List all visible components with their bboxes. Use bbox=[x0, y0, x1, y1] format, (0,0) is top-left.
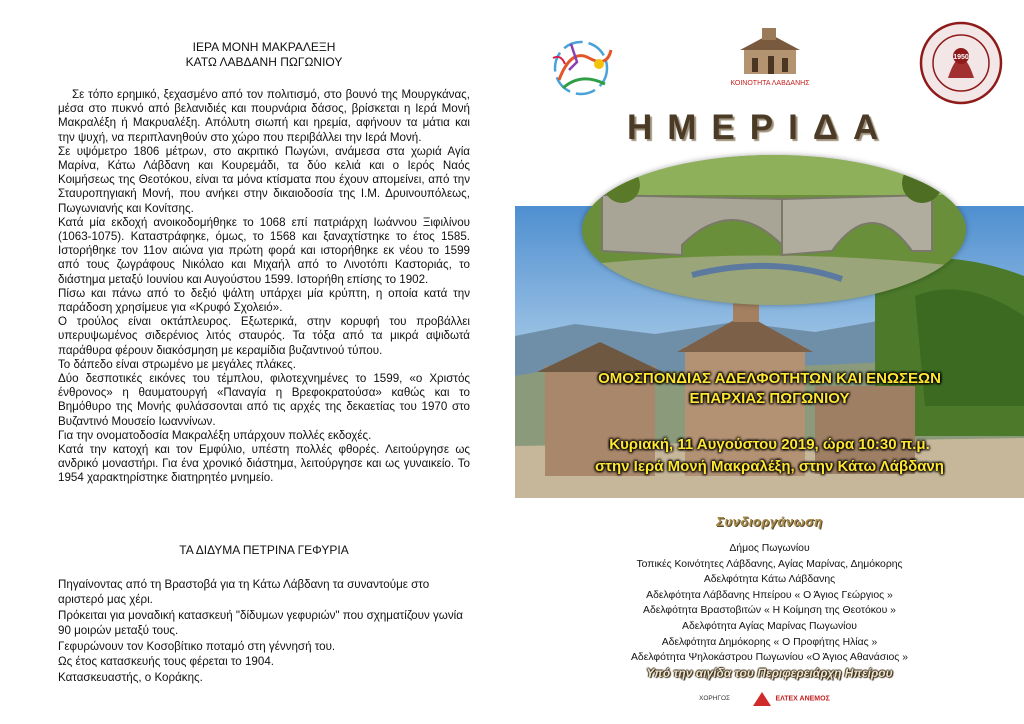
bridges-paragraph: Πηγαίνοντας από τη Βραστοβά για τη Κάτω Λάβδανη τα συναντούμε στο αριστερό μας χέρι. bbox=[58, 577, 430, 606]
federation-logo-art bbox=[553, 42, 611, 94]
event-place: στην Ιερά Μονή Μακραλέξη, στην Κάτω Λάβδανη bbox=[595, 458, 944, 475]
article-paragraph: Σε τόπο ερημικό, ξεχασμένο από τον πολιτισμό, στο βουνό της Μουργκάνας, μέσα στο πυκνό από βελανιδιές και πουρνάρια δάσος, βρίσκεται η Ιερά Μονή Μακραλέξη ή Μακρυαλέξη. Απόλυτη σιωπή και ηρεμία, αφήνουν τα μάτια και την ψυχή, να περιπλανηθούν στο χώρο που περιβάλλει την Ιερά Μονή. bbox=[58, 88, 470, 144]
bridges-paragraph: Πρόκειται για μοναδική κατασκευή "δίδυμων γεφυριών" που σχηματίζουν γωνία 90 μοιρών μεταξύ τους. bbox=[58, 608, 463, 637]
coorganizer-item: Αδελφότητα Λάβδανης Ηπείρου « Ο Άγιος Γεώργιος » bbox=[646, 589, 893, 601]
bridges-heading: ΤΑ ΔΙΔΥΜΑ ΠΕΤΡΙΝΑ ΓΕΦΥΡΙΑ bbox=[179, 543, 349, 557]
coorganizer-item: Αδελφότητα Ψηλοκάστρου Πωγωνίου «Ο Άγιος Αθανάσιος » bbox=[631, 652, 908, 664]
organizer-line1: ΟΜΟΣΠΟΝΔΙΑΣ ΑΔΕΛΦΟΤΗΤΩΝ ΚΑΙ ΕΝΩΣΕΩΝ bbox=[598, 370, 941, 387]
organizer-line2: ΕΠΑΡΧΙΑΣ ΠΩΓΩΝΙΟΥ bbox=[689, 390, 850, 407]
bridges-paragraph: Κατασκευαστής, ο Κοράκης. bbox=[58, 670, 203, 684]
article-paragraph: Για την ονοματοδοσία Μακραλέξη υπάρχουν πολλές εκδοχές. bbox=[58, 428, 372, 442]
article-paragraph: Το δάπεδο είναι στρωμένο με μεγάλες πλάκες. bbox=[58, 357, 296, 371]
event-date: Κυριακή, 11 Αυγούστου 2019, ώρα 10:30 π.μ. bbox=[609, 436, 930, 453]
bridges-paragraph: Γεφυρώνουν τον Κοσοβίτικο ποταμό στη γέννησή του. bbox=[58, 639, 336, 653]
article-heading-line1: ΙΕΡΑ ΜΟΝΗ ΜΑΚΡΑΛΕΞΗ bbox=[192, 40, 336, 54]
coorganizer-item: Αδελφότητα Κάτω Λάβδανης bbox=[703, 574, 836, 586]
bridges-paragraph: Ως έτος κατασκευής τους φέρεται το 1904. bbox=[58, 655, 274, 668]
federation-logo bbox=[541, 28, 629, 106]
article-heading bbox=[58, 40, 470, 70]
article-heading-line2: ΚΑΤΩ ΛΑΒΔΑΝΗ ΠΩΓΩΝΙΟΥ bbox=[185, 55, 343, 69]
patronage-line: Υπό την αιγίδα του Περιφερειάρχη Ηπείρου bbox=[646, 666, 893, 680]
article-paragraph: Ο τρούλος είναι οκτάπλευρος. Εξωτερικά, στην κορυφή του προβάλλει υπερυψωμένος σιδερένιος λιτός σταυρός. Τα τόξα από τα μικρά αψιδωτά παράθυρα φέρουν διακόσμηση με κεραμίδια βυζαντινού τύπου. bbox=[58, 315, 470, 357]
article-paragraph: Κατά την κατοχή και τον Εμφύλιο, υπέστη πολλές φθορές. Λειτούργησε ως ανδρικό μοναστήρι. Για ένα χρονικό διάστημα, λειτούργησε και ως γυναικείο. Το 1954 χαρακτηρίστηκε διατηρητέο μνημείο. bbox=[58, 443, 470, 485]
community-label: ΚΟΙΝΟΤΗΤΑ ΛΑΒΔΑΝΗΣ bbox=[730, 80, 810, 87]
sponsor-logo bbox=[753, 690, 830, 708]
article-paragraph: Δύο δεσποτικές εικόνες του τέμπλου, φιλοτεχνημένες το 1599, «ο Χριστός ένθρονος» η θαυματουργή «Παναγία η Βρεφοκρατούσα» καθώς και το Βημόθυρο της Μονής φυλάσσονται από τις αρχές της δεκαετίας του 1970 στο Βυζαντινό Μουσείο Ιωαννίνων. bbox=[58, 372, 470, 428]
bridge-photo-art bbox=[582, 155, 966, 305]
event-poster bbox=[515, 0, 1024, 724]
article-paragraph: Πίσω και πάνω από το δεξιό ψάλτη υπάρχει μία κρύπτη, η οποία κατά την παράδοση χρησίμευε για «Κρυφό Σχολειό». bbox=[58, 286, 470, 315]
sponsor-label: ΧΟΡΗΓΟΣ bbox=[699, 695, 731, 702]
coorganizers-list bbox=[515, 541, 1024, 666]
event-title: ΗΜΕΡΙΔΑ bbox=[627, 108, 894, 147]
coorganizer-item: Αδελφότητα Βραστοβιτών « Η Κοίμηση της Θεοτόκου » bbox=[643, 605, 896, 617]
coorganizer-item: Αδελφότητα Δημόκορης « Ο Προφήτης Ηλίας » bbox=[661, 636, 878, 648]
article-paragraph: Σε υψόμετρο 1806 μέτρων, στο ακριτικό Πωγώνι, ανάμεσα στα χωριά Αγία Μαρίνα, Κάτω Λάβδανη και Κουρεμάδι, τα δύο κελιά και ο Ιερός Ναός Κοιμήσεως της Θεοτόκου, είναι τα μόνα κτίσματα που έχουν απομείνει, από την Σταυροπηγιακή Μονή, που ανήκει στην δικαιοδοσία της Ι.Μ. Δρυινουπόλεως, Πωγωνιανής και Κονίτσης. bbox=[58, 144, 470, 215]
sponsor-name: ΕΛΤΕΧ ΑΝΕΜΟΣ bbox=[775, 695, 830, 703]
coorganizer-item: Αδελφότητα Αγίας Μαρίνας Πωγωνίου bbox=[682, 620, 857, 632]
article-paragraph: Κατά μία εκδοχή ανοικοδομήθηκε το 1068 επί πατριάρχη Ιωάννου Ξιφιλίνου (1063-1075). Καταστράφηκε, όμως, το 1568 και ξαναχτίστηκε το έτος 1585. Ιστορήθηκε τον 11ον αιώνα για πρώτη φορά και ιστορήθηκε εκ νέου το 1599 από τους ζωγράφους Νικόλαο και Μιχαήλ από το Λινοτόπι Καστοριάς, το διάστημα μεταξύ Ιουνίου και Αυγούστου 1599. Ιστορήθη επίσης το 1902. bbox=[58, 215, 470, 286]
association-stamp bbox=[918, 20, 1004, 106]
church-icon bbox=[738, 28, 802, 76]
coorganizer-item: Τοπικές Κοινότητες Λάβδανης, Αγίας Μαρίνας, Δημόκορης bbox=[636, 558, 903, 570]
stamp-year: 1950 bbox=[953, 54, 969, 61]
coorganizer-item: Δήμος Πωγωνίου bbox=[729, 543, 810, 554]
sponsor-mark-icon bbox=[753, 692, 771, 706]
bridges-article bbox=[58, 543, 470, 685]
monastery-article bbox=[58, 40, 470, 486]
coorganizers-title: Συνδιοργάνωση bbox=[716, 514, 823, 529]
bridge-photo bbox=[582, 155, 966, 305]
